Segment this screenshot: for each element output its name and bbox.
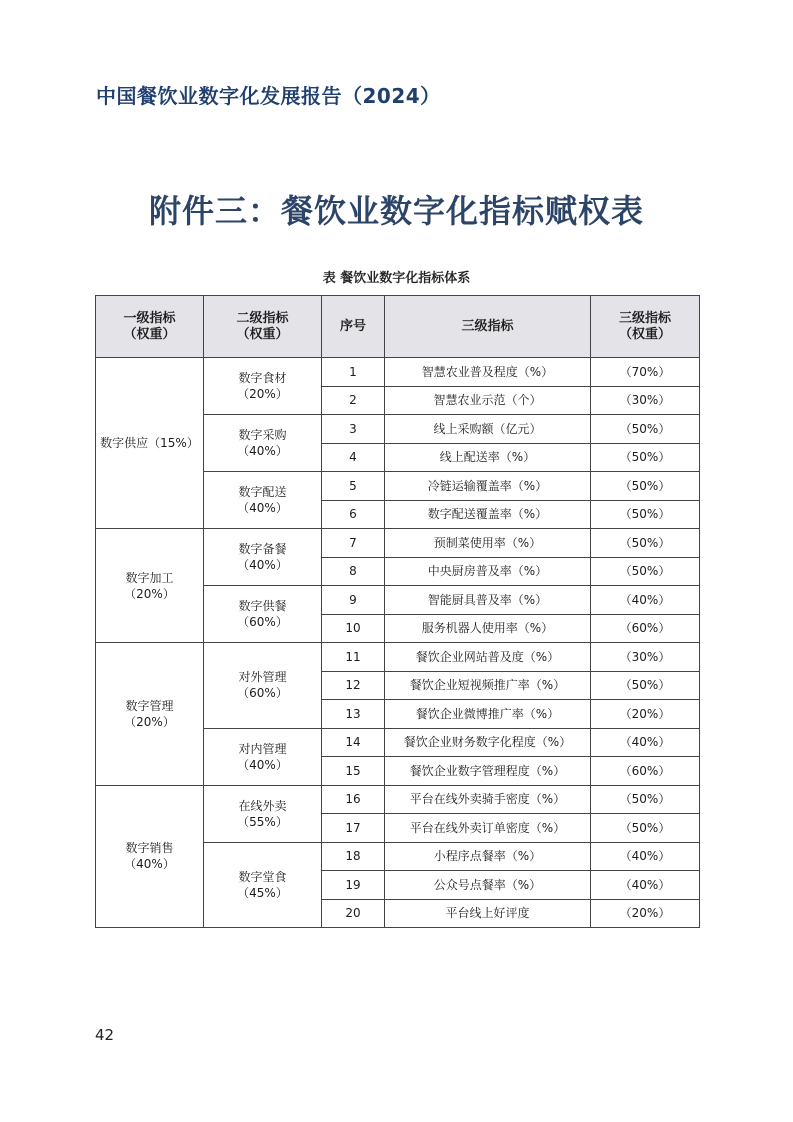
level3-weight-cell: （50%） <box>591 814 700 843</box>
row-number-cell: 9 <box>322 586 385 615</box>
row-number-cell: 18 <box>322 842 385 871</box>
level2-indicator-cell: 数字供餐 （60%） <box>204 586 322 643</box>
level3-weight-cell: （50%） <box>591 557 700 586</box>
level3-indicator-cell: 智慧农业普及程度（%） <box>385 358 591 387</box>
level3-indicator-cell: 线上配送率（%） <box>385 443 591 472</box>
row-number-cell: 4 <box>322 443 385 472</box>
row-number-cell: 11 <box>322 643 385 672</box>
level3-weight-cell: （30%） <box>591 386 700 415</box>
level2-indicator-cell: 数字食材 （20%） <box>204 358 322 415</box>
level3-indicator-cell: 平台在线外卖骑手密度（%） <box>385 785 591 814</box>
header-level3: 三级指标 <box>385 296 591 358</box>
level1-indicator-cell: 数字供应（15%） <box>96 358 204 529</box>
row-number-cell: 10 <box>322 614 385 643</box>
row-number-cell: 3 <box>322 415 385 444</box>
level3-indicator-cell: 餐饮企业财务数字化程度（%） <box>385 728 591 757</box>
header-level1: 一级指标 （权重） <box>96 296 204 358</box>
level2-indicator-cell: 数字采购 （40%） <box>204 415 322 472</box>
level3-indicator-cell: 预制菜使用率（%） <box>385 529 591 558</box>
level2-indicator-cell: 数字配送 （40%） <box>204 472 322 529</box>
level2-indicator-cell: 对外管理 （60%） <box>204 643 322 729</box>
level3-weight-cell: （20%） <box>591 700 700 729</box>
row-number-cell: 19 <box>322 871 385 900</box>
row-number-cell: 12 <box>322 671 385 700</box>
level3-indicator-cell: 餐饮企业网站普及度（%） <box>385 643 591 672</box>
header-level3-weight: 三级指标 （权重） <box>591 296 700 358</box>
table-body <box>96 358 700 928</box>
level3-weight-cell: （50%） <box>591 443 700 472</box>
level3-weight-cell: （70%） <box>591 358 700 387</box>
level3-indicator-cell: 餐饮企业短视频推广率（%） <box>385 671 591 700</box>
page-number: 42 <box>95 1026 115 1044</box>
level3-weight-cell: （50%） <box>591 472 700 501</box>
header-level2: 二级指标 （权重） <box>204 296 322 358</box>
level3-weight-cell: （50%） <box>591 415 700 444</box>
level2-indicator-cell: 数字备餐 （40%） <box>204 529 322 586</box>
level3-weight-cell: （40%） <box>591 586 700 615</box>
level2-indicator-cell: 在线外卖 （55%） <box>204 785 322 842</box>
level3-indicator-cell: 线上采购额（亿元） <box>385 415 591 444</box>
running-header: 中国餐饮业数字化发展报告（2024） <box>96 84 441 108</box>
level3-indicator-cell: 智能厨具普及率（%） <box>385 586 591 615</box>
level3-weight-cell: （40%） <box>591 842 700 871</box>
row-number-cell: 2 <box>322 386 385 415</box>
row-number-cell: 6 <box>322 500 385 529</box>
level3-indicator-cell: 平台在线外卖订单密度（%） <box>385 814 591 843</box>
level3-indicator-cell: 餐饮企业微博推广率（%） <box>385 700 591 729</box>
row-number-cell: 8 <box>322 557 385 586</box>
level3-weight-cell: （40%） <box>591 728 700 757</box>
row-number-cell: 14 <box>322 728 385 757</box>
level3-weight-cell: （60%） <box>591 614 700 643</box>
level3-indicator-cell: 公众号点餐率（%） <box>385 871 591 900</box>
row-number-cell: 16 <box>322 785 385 814</box>
table-caption: 表 餐饮业数字化指标体系 <box>322 271 471 286</box>
level3-weight-cell: （20%） <box>591 899 700 928</box>
row-number-cell: 1 <box>322 358 385 387</box>
row-number-cell: 17 <box>322 814 385 843</box>
level3-weight-cell: （50%） <box>591 671 700 700</box>
level3-weight-cell: （30%） <box>591 643 700 672</box>
level3-weight-cell: （50%） <box>591 785 700 814</box>
level3-weight-cell: （40%） <box>591 871 700 900</box>
level3-indicator-cell: 餐饮企业数字管理程度（%） <box>385 757 591 786</box>
level3-weight-cell: （60%） <box>591 757 700 786</box>
level3-weight-cell: （50%） <box>591 500 700 529</box>
level1-indicator-cell: 数字管理 （20%） <box>96 643 204 786</box>
level2-indicator-cell: 对内管理 （40%） <box>204 728 322 785</box>
table-row <box>96 529 700 558</box>
level3-indicator-cell: 冷链运输覆盖率（%） <box>385 472 591 501</box>
level3-indicator-cell: 智慧农业示范（个） <box>385 386 591 415</box>
level3-indicator-cell: 数字配送覆盖率（%） <box>385 500 591 529</box>
indicator-table <box>95 295 700 928</box>
page-title: 附件三：餐饮业数字化指标赋权表 <box>148 192 644 230</box>
row-number-cell: 15 <box>322 757 385 786</box>
level3-indicator-cell: 平台线上好评度 <box>385 899 591 928</box>
row-number-cell: 5 <box>322 472 385 501</box>
table-row <box>96 643 700 672</box>
row-number-cell: 13 <box>322 700 385 729</box>
row-number-cell: 7 <box>322 529 385 558</box>
level3-indicator-cell: 小程序点餐率（%） <box>385 842 591 871</box>
table-row <box>96 785 700 814</box>
level1-indicator-cell: 数字销售 （40%） <box>96 785 204 928</box>
table-row <box>96 358 700 387</box>
level3-indicator-cell: 服务机器人使用率（%） <box>385 614 591 643</box>
level3-indicator-cell: 中央厨房普及率（%） <box>385 557 591 586</box>
level1-indicator-cell: 数字加工 （20%） <box>96 529 204 643</box>
level3-weight-cell: （50%） <box>591 529 700 558</box>
table-header-row <box>96 296 700 358</box>
header-number: 序号 <box>322 296 385 358</box>
row-number-cell: 20 <box>322 899 385 928</box>
level2-indicator-cell: 数字堂食 （45%） <box>204 842 322 928</box>
